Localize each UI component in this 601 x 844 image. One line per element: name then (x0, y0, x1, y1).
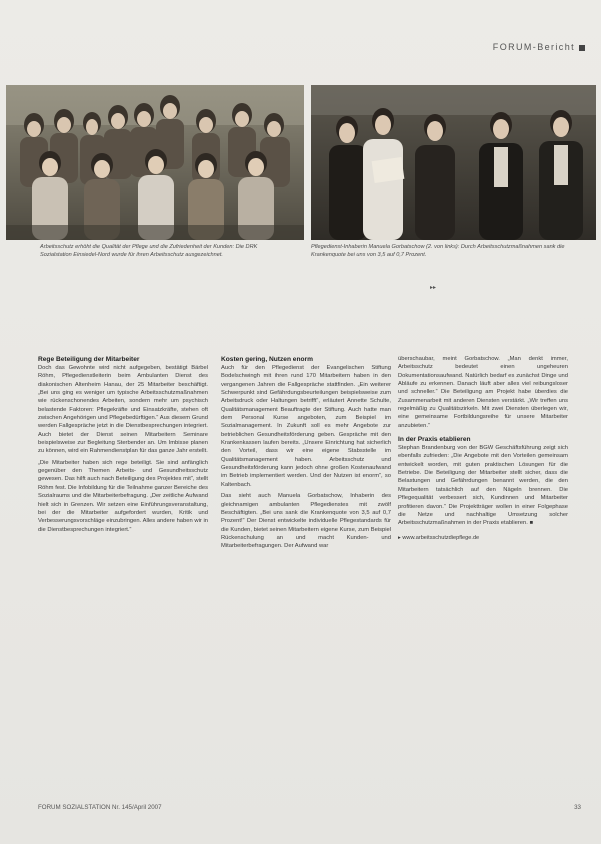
paragraph: Stephan Brandenburg von der BGW Geschäftsführung zeigt sich ebenfalls zufrieden: „Die Angebote mit den Vorteilen gemeinsam entwickelt worden, mit guten praktischen Lösungen für die Betriebe. Die Beteiligung der Mitarbeiter stellt sicher, dass die Belastungen und Gefährdungen benannt werden, die den Mitarbeitern tatsächlich auf den Nägeln brennen. Die Pflegequalität verbessert sich, Kundinnen und Mitarbeiter profitieren davon.“ Die Projektträger wollen in einer Folgephase die Netze und nachhaltige Umsetzung solcher Arbeitsschutzmaßnahmen in der Praxis etablieren. ■ (398, 445, 568, 527)
article-column-2 (221, 355, 391, 554)
subheading-kosten: Kosten gering, Nutzen enorm (221, 356, 313, 363)
paragraph: Doch das Gewohnte wird nicht aufgegeben, bestätigt Bärbel Röhm, Pflegedienstleiterin beim Ambulanten Dienst des diakonischen Altenheim Hanau, der 25 Mitarbeiter beschäftigt. „Bei uns ging es weniger um typische Arbeitsschutzmaßnahmen wie rückenschonendes Arbeiten, sondern mehr um psychisch belastende Faktoren: Pflegekräfte und Einsatzkräfte, stehen oft zwischen Angehörigen und Pflegebedürftigen.“ Aus diesem Grund werden Fallgespräche jetzt in die Dienstbesprechungen integriert. Auch bietet der Dienst seinen Mitarbeitern Seminare beispielsweise zur Begleitung Sterbender an. Um Imbisse planen zu können, wird ein Rahmendienstplan für das ganze Jahr erstellt. (38, 365, 208, 455)
section-header (493, 42, 585, 52)
article-column-3 (398, 355, 568, 545)
section-label: FORUM-Bericht (492, 42, 575, 52)
square-icon (579, 45, 585, 51)
photo-caption-left: Arbeitsschutz erhöht die Qualität der Pflege und die Zufriedenheit der Kunden: Die DRK Sozialstation Einsiedel-Nord wurde für ihren Arbeitsschutz ausgezeichnet. (40, 244, 258, 259)
paragraph: überschaubar, meint Gorbatschow. „Man denkt immer, Arbeitsschutz bedeutet einen ungeheuren Dokumentationsaufwand. Natürlich bedarf es zunächst Dinge und Abläufe zu erkennen. Danach läuft aber alles viel reibungsloser und schneller.“ Die Beteiligung am Projekt habe überdies die Zusammenarbeit mit anderen Diensten verstärkt. „Wir treffen uns regelmäßig zu Qualitätszirkeln. Mit zwei Diensten überlegen wir, eine gemeinsame Fortbildungsreihe für unsere Mitarbeiter anzubieten.“ (398, 356, 568, 429)
group-photo-left (6, 85, 304, 240)
award-photo-right (311, 85, 596, 240)
article-column-1 (38, 355, 208, 537)
page-number: 33 (574, 804, 581, 811)
subheading-beteiligung: Rege Beteiligung der Mitarbeiter (38, 356, 140, 363)
page-footer (38, 804, 581, 811)
paragraph: Auch für den Pflegedienst der Evangelischen Stiftung Bodelschwingh mit ihren rund 170 Mitarbeitern haben in den vergangenen Jahren die Fallgespräche stattfinden. „Ein weiterer Schwerpunkt sind Gefährdungsbeurteilungen beispielsweise zum Arbeitsdruck oder Haltungen betrifft“, erläutert Annette Schulte, Qualitätsmanagement Beauftragte der Stiftung. Auch hatte man dem Personal Kurse angeboten, zum Beispiel im Sozialmanagement. In Zukunft soll es mehr Angebote zur betrieblichen Gesundheitsförderung geben. Gespräche mit den Krankenkassen laufen bereits. „Unsere Einrichtung hat sicherlich den Vorteil, dass wir eine eigene Stabsstelle im Qualitätsmanagement haben. Arbeitsschutz und Gesundheitsförderung kann jedoch ohne großen Kostenaufwand im Betrieb implementiert werden. Und der Nutzen ist enorm“, so Kaltenbach. (221, 365, 391, 488)
continue-mark: ▸▸ (430, 285, 437, 291)
website-link[interactable]: ▸ www.arbeitsschutzdiepflege.de (398, 534, 480, 541)
paragraph: „Die Mitarbeiter haben sich rege beteiligt. Sie sind anfänglich gegenüber den Themen Arbeits- und Gesundheitsschutz gewesen. Das hilft auch nach Beteiligung des Projektes mit“, stellt Röhm fest. Die Infobildung für die Teilnahme ganzer Bereiche des Sozialraums und die Mitarbeiterbefragung. „Der zeitliche Aufwand hielt sich in Grenzen. Wir setzen eine Einführungsveranstaltung, bei der die Mitarbeiter aufgefordert wurden, Kritik und Verbesserungsvorschläge einzubringen. Alles andere haben wir in die Dienstbesprechungen integriert.“ (38, 459, 208, 533)
photo-caption-right: Pflegedienst-Inhaberin Manuela Gorbatschow (2. von links): Durch Arbeitsschutzmaßnahmen sank die Krankenquote bei uns von 3,5 auf 0,7 Prozent. (311, 244, 565, 259)
subheading-praxis: In der Praxis etablieren (398, 436, 471, 444)
journal-issue: FORUM SOZIALSTATION Nr. 145/April 2007 (38, 804, 162, 811)
paragraph: Das sieht auch Manuela Gorbatschow, Inhaberin des gleichnamigen ambulanten Pflegedienstes mit zwölf Beschäftigten. „Bei uns sank die Krankenquote von 3,5 auf 0,7 Prozent!“ Der Dienst entwickelte individuelle Pflegestandards für die Kunden, bietet seinen Mitarbeitern eigene Kurse, zum Beispiel Rückenschulung an und macht Kunden- und Mitarbeiterbefragungen. Der Aufwand war (221, 493, 391, 550)
